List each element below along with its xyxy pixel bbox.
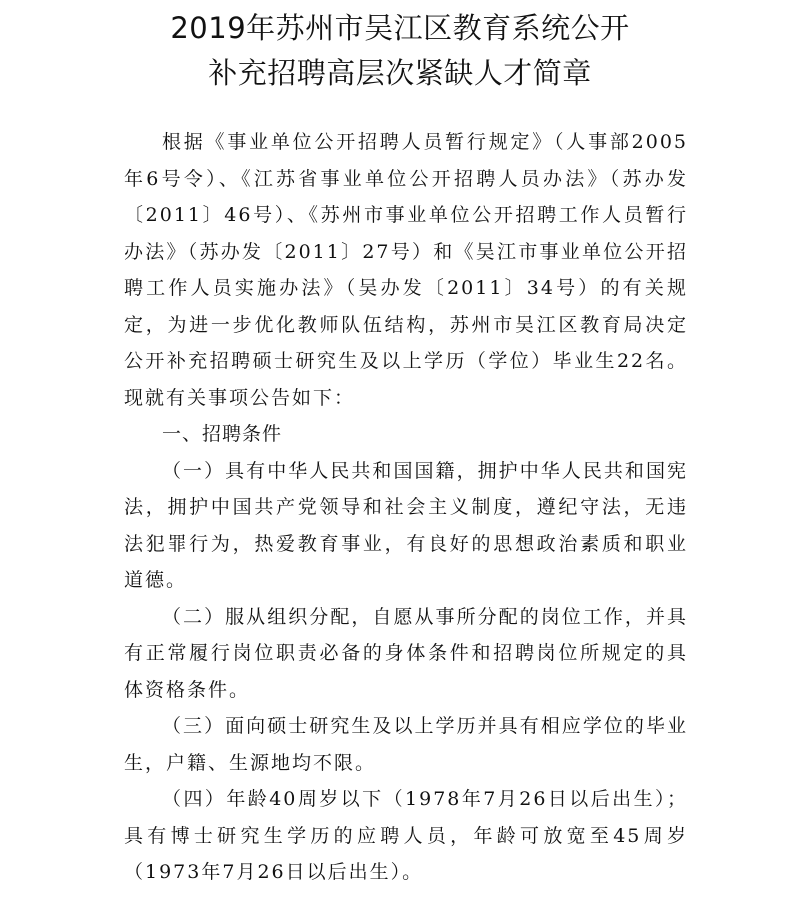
section-heading: 一、招聘条件 (162, 423, 283, 445)
title-line-1: 2019年苏州市吴江区教育系统公开 (170, 11, 630, 45)
intro-paragraph: 根据《事业单位公开招聘人员暂行规定》（人事部2005年6号令）、《江苏省事业单位公开招聘人员办法》（苏办发〔2011〕46号）、《苏州市事业单位公开招聘工作人员暂行办法》（苏办发〔2011〕27号）和《吴江市事业单位公开招聘工作人员实施办法》（吴办发〔2011〕34号）的有关规定，为进一步优化教师队伍结构，苏州市吴江区教育局决定公开补充招聘硕士研究生及以上学历（学位）毕业生22名。现就有关事项公告如下： (124, 131, 688, 409)
title-line-2: 补充招聘高层次紧缺人才简章 (208, 56, 592, 90)
condition-item-1: （一）具有中华人民共和国国籍，拥护中华人民共和国宪法，拥护中国共产党领导和社会主义制度，遵纪守法，无违法犯罪行为，热爱教育事业，有良好的思想政治素质和职业道德。 (124, 459, 688, 591)
document-body (124, 124, 688, 891)
condition-item-3: （三）面向硕士研究生及以上学历并具有相应学位的毕业生，户籍、生源地均不限。 (124, 715, 688, 774)
condition-item-2: （二）服从组织分配，自愿从事所分配的岗位工作，并具有正常履行岗位职责必备的身体条件和招聘岗位所规定的具体资格条件。 (124, 605, 688, 701)
document-title (0, 0, 800, 96)
condition-item-4: （四）年龄40周岁以下（1978年7月26日以后出生）；具有博士研究生学历的应聘人员，年龄可放宽至45周岁（1973年7月26日以后出生）。 (124, 788, 688, 883)
